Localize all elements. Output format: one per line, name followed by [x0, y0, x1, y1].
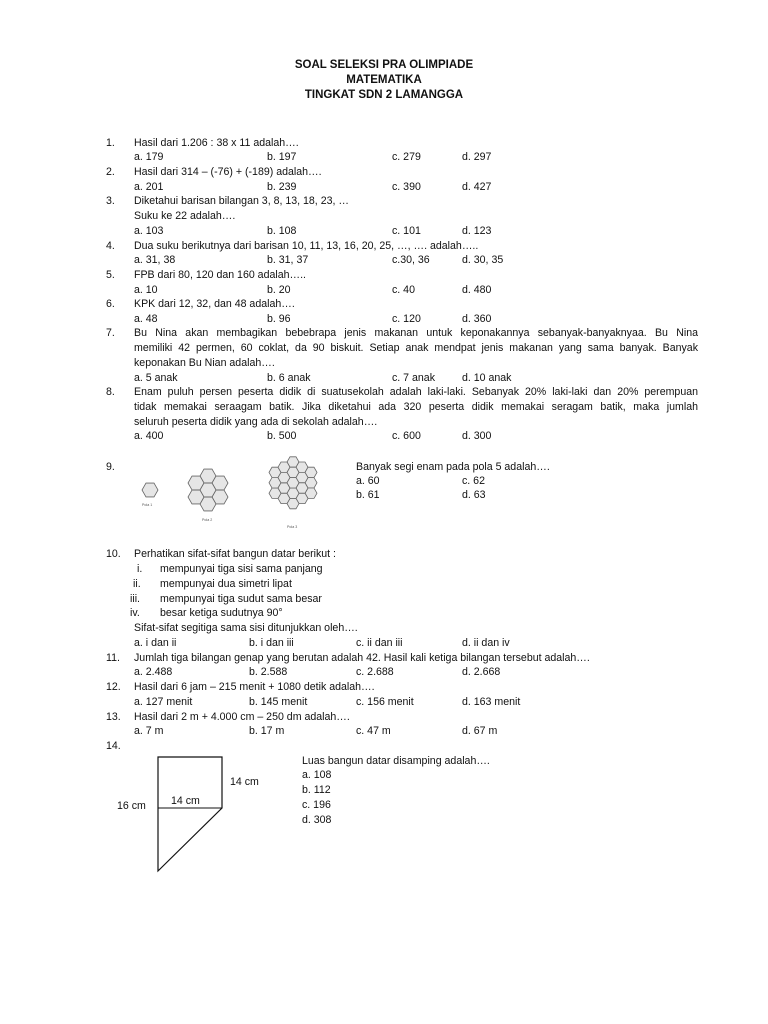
option-c: c. 120 — [392, 313, 421, 325]
option-d: d. 2.668 — [462, 666, 501, 678]
option-c: c. 390 — [392, 181, 421, 193]
question-text: Hasil dari 2 m + 4.000 cm – 250 dm adalah…. — [134, 711, 350, 723]
option-d: d. 63 — [462, 489, 486, 501]
hexagon-pattern-figure — [130, 448, 350, 540]
question-text: KPK dari 12, 32, dan 48 adalah…. — [134, 298, 295, 310]
option-b: b. 96 — [267, 313, 291, 325]
question-text-line-2: memiliki 42 permen, 60 coklat, da 90 biskuit. Setiap anak mendpat jenis makanan yang sama banyak. Banyak — [134, 342, 698, 354]
question-text-2: Suku ke 22 adalah…. — [134, 210, 236, 222]
option-d: d. 297 — [462, 151, 492, 163]
option-a: a. 10 — [134, 284, 158, 296]
roman-item-number: iii. — [130, 593, 141, 605]
roman-item-text: besar ketiga sudutnya 90° — [160, 607, 283, 619]
option-b: b. 197 — [267, 151, 297, 163]
question-number: 3. — [106, 195, 115, 207]
option-c: c. 62 — [462, 475, 485, 487]
roman-item-text: mempunyai dua simetri lipat — [160, 578, 292, 590]
option-b: b. 31, 37 — [267, 254, 309, 266]
document-title — [0, 58, 768, 103]
option-a: a. 103 — [134, 225, 164, 237]
question-number: 5. — [106, 269, 115, 281]
option-a: a. i dan ii — [134, 637, 177, 649]
option-a: a. 7 m — [134, 725, 164, 737]
option-d: d. 427 — [462, 181, 492, 193]
option-a: a. 5 anak — [134, 372, 178, 384]
question-text-line-3: seluruh peserta didik yang ada di sekolah adalah…. — [134, 416, 378, 428]
option-b: b. 112 — [302, 784, 331, 796]
pola-3-hexagons — [269, 457, 317, 509]
pola-2-hexagons — [188, 469, 228, 511]
option-b: b. 239 — [267, 181, 297, 193]
question-text: Dua suku berikutnya dari barisan 10, 11, 13, 16, 20, 25, …, …. adalah….. — [134, 240, 479, 252]
question-text: Hasil dari 314 – (-76) + (-189) adalah…. — [134, 166, 322, 178]
question-text: Hasil dari 1.206 : 38 x 11 adalah…. — [134, 137, 299, 149]
question-text-line-2: tidak memakai seraagam batik. Jika diketahui ada 320 peserta didik memakai seragam batik, maka jumlah — [134, 401, 698, 413]
caption-pola-3: Pola 3 — [287, 525, 298, 529]
option-a: a. 2.488 — [134, 666, 173, 678]
label-right-side: 14 cm — [230, 776, 259, 788]
option-d: d. 360 — [462, 313, 492, 325]
question-number: 13. — [106, 711, 121, 723]
option-b: b. 61 — [356, 489, 380, 501]
option-c: c. 2.688 — [356, 666, 394, 678]
option-b: b. 6 anak — [267, 372, 311, 384]
option-b: b. 17 m — [249, 725, 285, 737]
pola-1-hexagons — [142, 483, 158, 497]
option-d: d. 480 — [462, 284, 492, 296]
option-c: c. ii dan iii — [356, 637, 403, 649]
option-a: a. 60 — [356, 475, 380, 487]
question-number: 11. — [106, 652, 120, 664]
option-a: a. 31, 38 — [134, 254, 176, 266]
label-left-side: 16 cm — [117, 800, 146, 812]
option-c: c. 7 anak — [392, 372, 435, 384]
option-a: a. 179 — [134, 151, 164, 163]
option-b: b. 145 menit — [249, 696, 308, 708]
option-d: d. 123 — [462, 225, 492, 237]
trapezoid-figure — [100, 750, 300, 875]
option-b: b. 108 — [267, 225, 297, 237]
question-text-line-1: Bu Nina akan membagikan bebebrapa jenis makanan untuk keponakannya sebanyak-banyaknyaa. Bu Nina — [134, 327, 698, 339]
roman-item-text: mempunyai tiga sudut sama besar — [160, 593, 322, 605]
option-b: b. i dan iii — [249, 637, 294, 649]
question-text-2: Sifat-sifat segitiga sama sisi ditunjukkan oleh…. — [134, 622, 358, 634]
trapezoid-shape — [158, 757, 222, 871]
question-text: Perhatikan sifat-sifat bangun datar berikut : — [134, 548, 336, 560]
option-a: a. 201 — [134, 181, 164, 193]
caption-pola-1: Pola 1 — [142, 503, 153, 507]
option-d: d. 308 — [302, 814, 332, 826]
question-text-line-3: keponakan Bu Nian adalah…. — [134, 357, 275, 369]
option-c: c. 196 — [302, 799, 331, 811]
option-b: b. 500 — [267, 430, 297, 442]
title-line-3: TINGKAT SDN 2 LAMANGGA — [304, 89, 464, 101]
question-number: 10. — [106, 548, 121, 560]
roman-item-number: iv. — [130, 607, 140, 619]
question-number: 2. — [106, 166, 115, 178]
option-d: d. 163 menit — [462, 696, 521, 708]
question-number: 6. — [106, 298, 115, 310]
option-c: c. 47 m — [356, 725, 391, 737]
option-d: d. 67 m — [462, 725, 498, 737]
title-line-2: MATEMATIKA — [346, 74, 422, 86]
option-c: c.30, 36 — [392, 254, 430, 266]
question-text-line-1: Enam puluh persen peserta didik di suatusekolah adalah laki-laki. Sebanyak 20% laki-laki dan 20% perempuan — [134, 386, 698, 398]
question-number: 1. — [106, 137, 115, 149]
option-c: c. 600 — [392, 430, 421, 442]
question-number: 14. — [106, 740, 121, 752]
question-number: 7. — [106, 327, 115, 339]
question-number: 12. — [106, 681, 121, 693]
option-c: c. 101 — [392, 225, 421, 237]
roman-item-number: i. — [137, 563, 143, 575]
roman-item-text: mempunyai tiga sisi sama panjang — [160, 563, 323, 575]
option-a: a. 127 menit — [134, 696, 193, 708]
option-b: b. 20 — [267, 284, 291, 296]
option-d: d. ii dan iv — [462, 637, 510, 649]
option-a: a. 108 — [302, 769, 332, 781]
label-middle: 14 cm — [171, 795, 200, 807]
option-c: c. 40 — [392, 284, 415, 296]
option-d: d. 10 anak — [462, 372, 512, 384]
question-text: Luas bangun datar disamping adalah…. — [302, 755, 490, 767]
option-d: d. 300 — [462, 430, 492, 442]
question-number: 8. — [106, 386, 115, 398]
question-text: Jumlah tiga bilangan genap yang berutan adalah 42. Hasil kali ketiga bilangan tersebut adalah…. — [134, 652, 590, 664]
question-number: 4. — [106, 240, 115, 252]
caption-pola-2: Pola 2 — [202, 518, 213, 522]
roman-item-number: ii. — [133, 578, 141, 590]
question-text: Hasil dari 6 jam – 215 menit + 1080 detik adalah…. — [134, 681, 375, 693]
option-a: a. 48 — [134, 313, 158, 325]
question-text: Diketahui barisan bilangan 3, 8, 13, 18, 23, … — [134, 195, 349, 207]
option-b: b. 2.588 — [249, 666, 288, 678]
option-a: a. 400 — [134, 430, 164, 442]
option-c: c. 156 menit — [356, 696, 414, 708]
question-text: FPB dari 80, 120 dan 160 adalah….. — [134, 269, 306, 281]
title-line-1: SOAL SELEKSI PRA OLIMPIADE — [294, 59, 474, 71]
option-d: d. 30, 35 — [462, 254, 504, 266]
option-c: c. 279 — [392, 151, 421, 163]
question-text: Banyak segi enam pada pola 5 adalah…. — [356, 461, 550, 473]
question-number: 9. — [106, 461, 115, 473]
